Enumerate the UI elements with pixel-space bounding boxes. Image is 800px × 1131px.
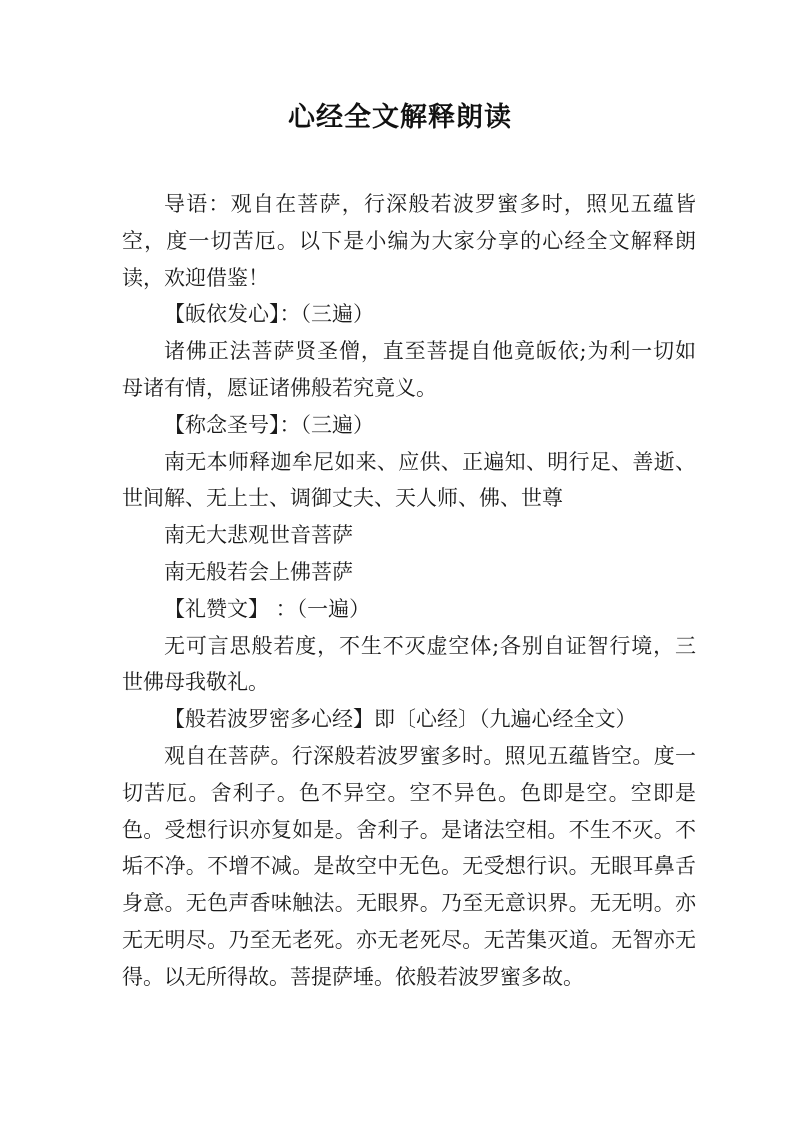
section-heading-praise: 【礼赞文】 ：（一遍） xyxy=(164,596,371,621)
page-title: 心经全文解释朗读 xyxy=(288,102,512,133)
intro-paragraph: 导语：观自在菩萨，行深般若波罗蜜多时，照见五蕴皆空，度一切苦厄。以下是小编为大家分享的心经全文解释朗读，欢迎借鉴！ xyxy=(122,192,696,290)
holy-name-line: 南无般若会上佛菩萨 xyxy=(164,559,353,584)
praise-paragraph: 无可言思般若度，不生不灭虚空体;各别自证智行境，三世佛母我敬礼。 xyxy=(122,633,696,695)
refuge-paragraph: 诸佛正法菩萨贤圣僧，直至菩提自他竟皈依;为利一切如母诸有情，愿证诸佛般若究竟义。 xyxy=(122,339,696,400)
document-body xyxy=(122,186,696,996)
holy-name-line: 南无大悲观世音菩萨 xyxy=(164,523,353,548)
heart-sutra-paragraph: 观自在菩萨。行深般若波罗蜜多时。照见五蕴皆空。度一切苦厄。舍利子。色不异空。空不异色。色即是空。空即是色。受想行识亦复如是。舍利子。是诸法空相。不生不灭。不垢不净。不增不减。是故空中无色。无受想行识。无眼耳鼻舌身意。无色声香味触法。无眼界。乃至无意识界。无无明。亦无无明尽。乃至无老死。亦无老死尽。无苦集灭道。无智亦无得。以无所得故。菩提萨埵。依般若波罗蜜多故。 xyxy=(122,743,696,989)
section-heading-heart-sutra: 【般若波罗密多心经】即〔心经〕（九遍心经全文） xyxy=(164,707,637,732)
section-heading-holy-names: 【称念圣号】：（三遍） xyxy=(164,412,374,437)
holy-names-paragraph: 南无本师释迦牟尼如来、应供、正遍知、明行足、善逝、世间解、无上士、调御丈夫、天人师、佛、世尊 xyxy=(122,449,696,511)
section-heading-refuge: 【皈依发心】：（三遍） xyxy=(164,302,374,327)
